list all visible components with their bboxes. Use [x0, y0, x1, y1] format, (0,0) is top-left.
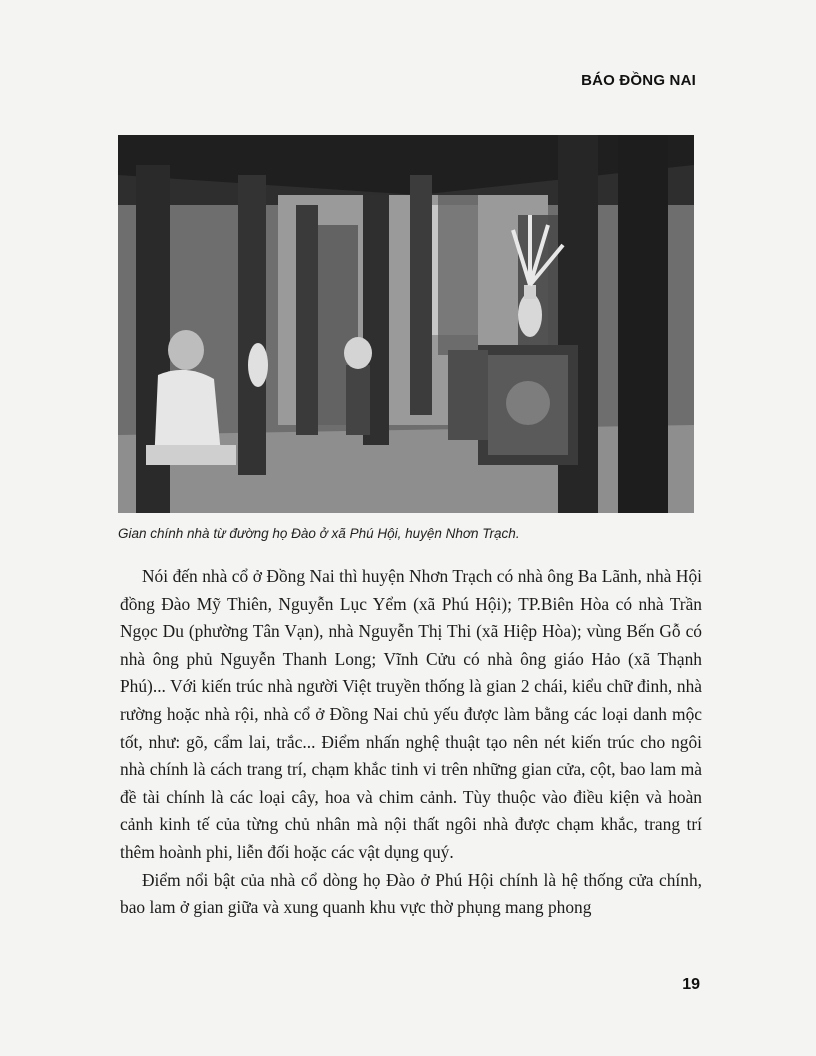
paragraph: Điểm nổi bật của nhà cổ dòng họ Đào ở Phú Hội chính là hệ thống cửa chính, bao lam ở gian giữa và xung quanh khu vực thờ phụng mang phong [120, 869, 702, 918]
page-number: 19 [682, 976, 700, 993]
interior-photo [118, 135, 694, 513]
photo-caption: Gian chính nhà từ đường họ Đào ở xã Phú Hội, huyện Nhơn Trạch. [118, 526, 520, 541]
paragraph: Nói đến nhà cổ ở Đồng Nai thì huyện Nhơn Trạch có nhà ông Ba Lãnh, nhà Hội đồng Đào Mỹ Thiên, Nguyễn Lục Yểm (xã Phú Hội); TP.Biên Hòa có nhà Trần Ngọc Du (phường Tân Vạn), nhà Nguyễn Thị Thi (xã Hiệp Hòa); vùng Bến Gỗ có nhà ông phủ Nguyễn Thanh Long; Vĩnh Cửu có nhà ông giáo Hảo (xã Thạnh Phú)... Với kiến trúc nhà người Việt truyền thống là gian 2 chái, kiểu chữ đinh, nhà rường hoặc nhà rội, nhà cổ ở Đồng Nai chủ yếu được làm bằng các loại danh mộc tốt, như: gõ, cẩm lai, trắc... Điểm nhấn nghệ thuật tạo nên nét kiến trúc cho ngôi nhà chính là cách trang trí, chạm khắc tinh vi trên những gian cửa, cột, bao lam mà đề tài chính là các loại cây, hoa và chim cảnh. Tùy thuộc vào điều kiện và hoàn cảnh kinh tế của từng chủ nhân mà nội thất ngôi nhà được chạm khắc, trang trí thêm hoành phi, liễn đối hoặc các vật dụng quý. [120, 566, 702, 862]
running-header: BÁO ĐỒNG NAI [581, 72, 696, 89]
body-text [120, 563, 702, 922]
